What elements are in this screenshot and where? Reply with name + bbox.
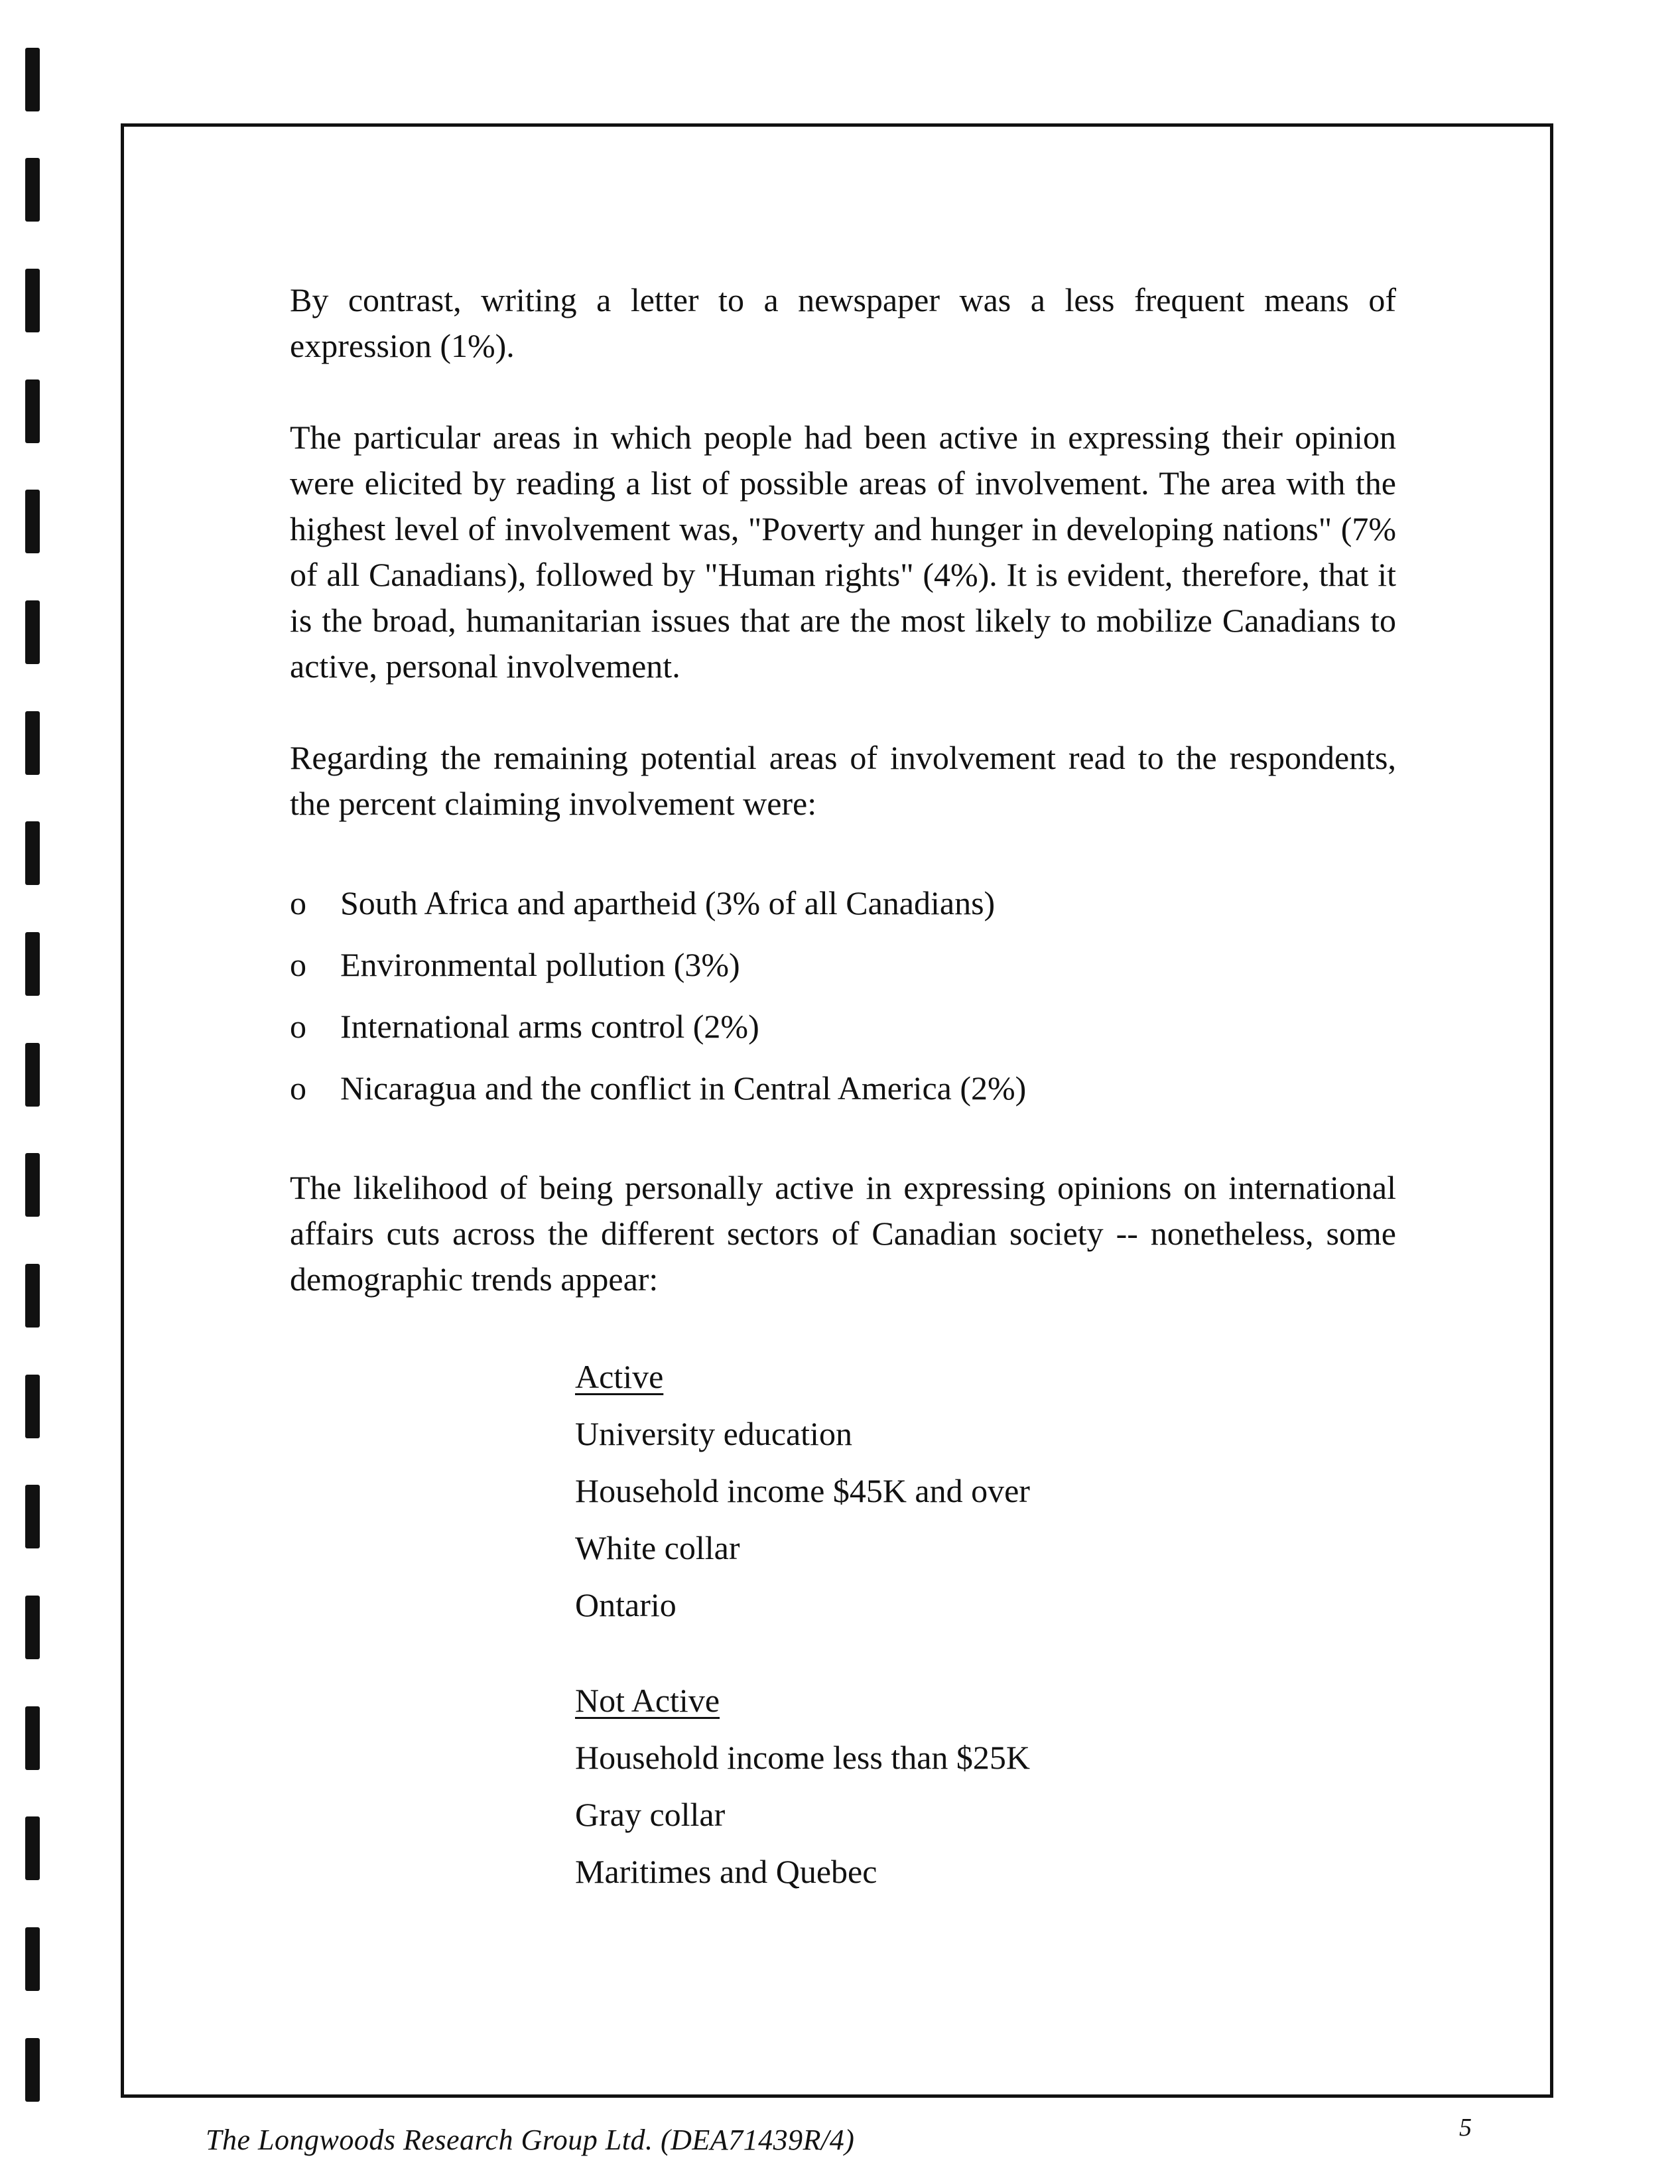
binding-holes: [0, 0, 60, 2184]
binding-mark: [25, 1596, 40, 1659]
page-number: 5: [1459, 2114, 1472, 2142]
paragraph-demographics: The likelihood of being personally active in expressing opinions on international affairs cuts across the different sectors of Canadian society -- nonetheless, some demographic trends appear:: [290, 1169, 1396, 1298]
paragraph-areas: The particular areas in which people had been active in expressing their opinion were elicited by reading a list of possible areas of involvement. The area with the highest level of involvement was, "Poverty and hunger in developing nations" (7% of all Canadians), followed by "Human rights" (4%). It is evident, therefore, that it is the broad, humanitarian issues that are the most likely to mobilize Canadians to active, personal involvement.: [290, 419, 1396, 685]
list-item: [290, 1058, 1396, 1119]
list-item: [290, 996, 1396, 1058]
paragraph-newspaper: By contrast, writing a letter to a newspaper was a less frequent means of expression (1%).: [290, 281, 1396, 364]
binding-mark: [25, 1153, 40, 1217]
footer-company: The Longwoods Research Group Ltd. (DEA71439R/4): [206, 2124, 855, 2156]
binding-mark: [25, 821, 40, 885]
active-group: [575, 1348, 1396, 1633]
list-item: Ontario: [575, 1586, 677, 1623]
bullet-marker: o: [290, 1008, 306, 1045]
list-item: White collar: [575, 1529, 740, 1566]
not-active-heading: Not Active: [575, 1682, 720, 1719]
binding-mark: [25, 1706, 40, 1770]
list-item-text: South Africa and apartheid (3% of all Canadians): [340, 884, 996, 921]
bullet-marker: o: [290, 1069, 306, 1107]
list-item: Household income less than $25K: [575, 1739, 1031, 1776]
binding-mark: [25, 1375, 40, 1438]
list-item: Household income $45K and over: [575, 1472, 1030, 1509]
binding-mark: [25, 269, 40, 332]
demographic-trends: [575, 1348, 1396, 1900]
binding-mark: [25, 48, 40, 111]
page-content: [290, 277, 1396, 1939]
binding-mark: [25, 1816, 40, 1880]
list-item: Gray collar: [575, 1796, 726, 1833]
list-item-text: Environmental pollution (3%): [340, 946, 740, 983]
list-item: University education: [575, 1415, 852, 1452]
binding-mark: [25, 490, 40, 553]
involvement-list: [290, 872, 1396, 1119]
binding-mark: [25, 158, 40, 222]
not-active-group: [575, 1672, 1396, 1900]
list-item: [290, 934, 1396, 996]
list-item-text: International arms control (2%): [340, 1008, 759, 1045]
binding-mark: [25, 1927, 40, 1991]
binding-mark: [25, 1264, 40, 1328]
list-item: [290, 872, 1396, 934]
binding-mark: [25, 1485, 40, 1548]
bullet-marker: o: [290, 946, 306, 983]
binding-mark: [25, 600, 40, 664]
binding-mark: [25, 379, 40, 443]
bullet-marker: o: [290, 884, 306, 921]
active-heading: Active: [575, 1358, 664, 1395]
paragraph-remaining: Regarding the remaining potential areas of involvement read to the respondents, the percent claiming involvement were:: [290, 739, 1396, 822]
binding-mark: [25, 1043, 40, 1107]
list-item-text: Nicaragua and the conflict in Central America (2%): [340, 1069, 1027, 1107]
list-item: Maritimes and Quebec: [575, 1853, 877, 1890]
binding-mark: [25, 711, 40, 775]
binding-mark: [25, 2038, 40, 2102]
binding-mark: [25, 932, 40, 996]
